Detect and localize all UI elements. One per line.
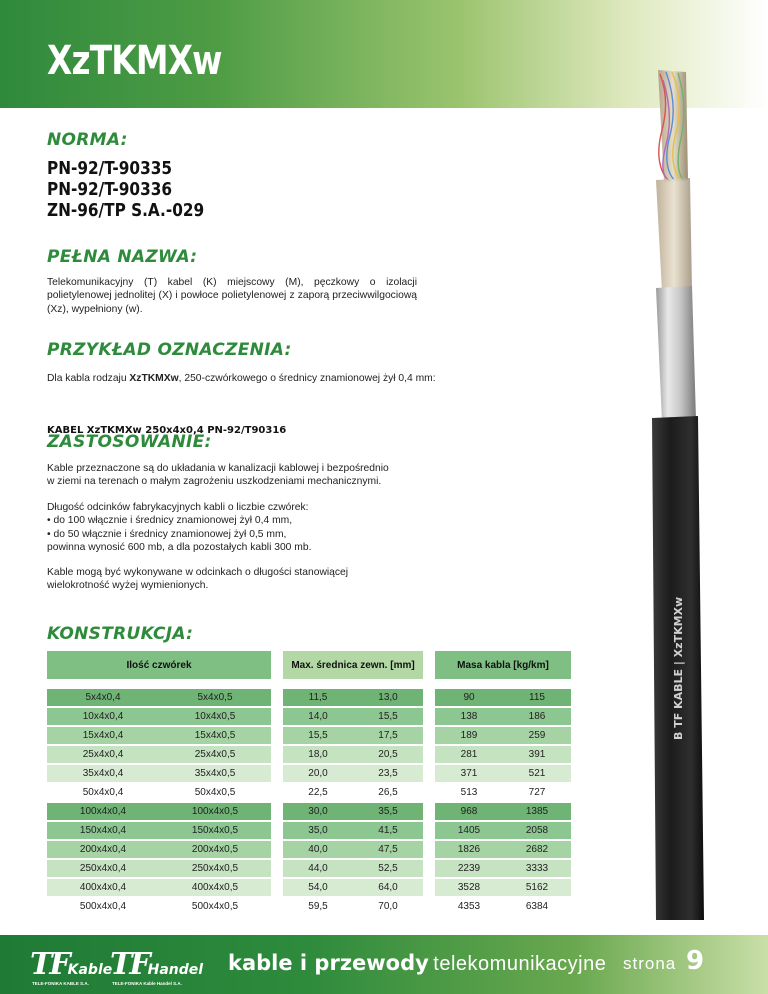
column-gap (423, 802, 435, 821)
table-cell: 52,5 (353, 859, 423, 878)
table-cell: 371 (435, 764, 503, 783)
zastosowanie-heading: ZASTOSOWANIE: (47, 432, 212, 452)
przyklad-text-bold: XzTKMXw (129, 373, 179, 384)
column-gap (423, 707, 435, 726)
table-row (47, 859, 571, 878)
table-cell: 2682 (503, 840, 571, 859)
przyklad-text-after: , 250-czwórkowego o średnicy znamionowej żył 0,4 mm: (178, 373, 436, 384)
pelna-nazwa-heading: PEŁNA NAZWA: (47, 247, 198, 267)
table-row (47, 802, 571, 821)
logo-name: Handel (147, 962, 204, 978)
table-row (47, 783, 571, 802)
table-cell: 200x4x0,5 (159, 840, 271, 859)
table-cell: 4353 (435, 897, 503, 915)
table-cell: 5162 (503, 878, 571, 897)
table-cell: 391 (503, 745, 571, 764)
column-gap (423, 764, 435, 783)
table-row (47, 688, 571, 707)
table-cell: 11,5 (283, 688, 353, 707)
logo-name: Kable (67, 962, 113, 978)
konstrukcja-heading: KONSTRUKCJA: (47, 624, 194, 644)
column-gap (423, 651, 435, 679)
table-cell: 1405 (435, 821, 503, 840)
tagline-bold: kable i przewody (228, 951, 429, 975)
table-cell: 90 (435, 688, 503, 707)
table-cell: 186 (503, 707, 571, 726)
table-cell: 5x4x0,5 (159, 688, 271, 707)
table-body (47, 688, 571, 915)
logo-letters: TF (110, 947, 148, 982)
table-cell: 22,5 (283, 783, 353, 802)
column-gap (271, 859, 283, 878)
table-cell: 6384 (503, 897, 571, 915)
table-cell: 13,0 (353, 688, 423, 707)
table-cell: 189 (435, 726, 503, 745)
column-gap (423, 840, 435, 859)
table-row (47, 764, 571, 783)
table-cell: 44,0 (283, 859, 353, 878)
pelna-nazwa-text: Telekomunikacyjny (T) kabel (K) miejscowy (M), pęczkowy o izolacji polietylenowej jednolitej (X) i powłoce polietylenowej z zaporą przeciwwilgociową (Xz), wypełniony (w). (47, 277, 417, 315)
column-gap (271, 651, 283, 679)
page-title: XzTKMXw (47, 38, 222, 84)
column-gap (271, 707, 283, 726)
text-line: Kable mogą być wykonywane w odcinkach o długości stanowiącej (47, 567, 349, 578)
table-cell: 15,5 (353, 707, 423, 726)
tf-handel-logo (110, 947, 204, 986)
cable-wrapping (656, 178, 692, 292)
column-gap (271, 840, 283, 859)
zastosowanie-para-2 (47, 501, 467, 554)
przyklad-text-before: Dla kabla rodzaju (47, 373, 130, 384)
table-cell: 2239 (435, 859, 503, 878)
table-cell: 115 (503, 688, 571, 707)
column-gap (271, 726, 283, 745)
text-line: w ziemi na terenach o małym zagrożeniu uszkodzeniami mechanicznymi. (47, 476, 382, 488)
column-gap (423, 821, 435, 840)
table-cell: 500x4x0,5 (159, 897, 271, 915)
norma-line: PN-92/T-90335 (47, 158, 173, 179)
column-gap (423, 726, 435, 745)
column-gap (423, 878, 435, 897)
table-cell: 50x4x0,4 (47, 783, 159, 802)
table-cell: 150x4x0,5 (159, 821, 271, 840)
table-cell: 250x4x0,5 (159, 859, 271, 878)
column-gap (423, 897, 435, 915)
cable-illustration (600, 60, 710, 920)
column-gap (271, 878, 283, 897)
table-cell: 15x4x0,4 (47, 726, 159, 745)
table-cell: 17,5 (353, 726, 423, 745)
text-line: powinna wynosić 600 mb, a dla pozostałych kabli 300 mb. (47, 541, 312, 553)
table-cell: 14,0 (283, 707, 353, 726)
header-quads: Ilość czwórek (47, 651, 271, 679)
table-cell: 10x4x0,4 (47, 707, 159, 726)
table-cell: 5x4x0,4 (47, 688, 159, 707)
table-row (47, 840, 571, 859)
table-cell: 250x4x0,4 (47, 859, 159, 878)
table-cell: 18,0 (283, 745, 353, 764)
column-gap (271, 764, 283, 783)
zastosowanie-para-3 (47, 566, 467, 593)
konstrukcja-table (47, 651, 571, 915)
table-row (47, 878, 571, 897)
table-row (47, 897, 571, 915)
footer-tagline (228, 951, 606, 976)
column-gap (271, 821, 283, 840)
table-cell: 15x4x0,5 (159, 726, 271, 745)
table-cell: 521 (503, 764, 571, 783)
przyklad-heading: PRZYKŁAD OZNACZENIA: (47, 340, 292, 360)
table-cell: 35x4x0,5 (159, 764, 271, 783)
text-line: wielokrotność wyżej wymienionych. (47, 580, 209, 592)
norma-list (47, 158, 232, 221)
norma-line: PN-92/T-90336 (47, 179, 173, 200)
table-row (47, 707, 571, 726)
table-cell: 100x4x0,5 (159, 802, 271, 821)
text-line: Kable przeznaczone są do układania w kanalizacji kablowej i bezpośrednio (47, 463, 389, 474)
table-cell: 35,0 (283, 821, 353, 840)
table-cell: 59,5 (283, 897, 353, 915)
table-cell: 30,0 (283, 802, 353, 821)
header-diameter: Max. średnica zewn. [mm] (283, 651, 423, 679)
column-gap (271, 745, 283, 764)
table-cell: 64,0 (353, 878, 423, 897)
text-line: Długość odcinków fabrykacyjnych kabli o liczbie czwórek: (47, 502, 309, 513)
column-gap (271, 897, 283, 915)
column-gap (271, 783, 283, 802)
table-cell: 23,5 (353, 764, 423, 783)
table-cell: 15,5 (283, 726, 353, 745)
table-cell: 138 (435, 707, 503, 726)
table-cell: 20,5 (353, 745, 423, 764)
table-cell: 2058 (503, 821, 571, 840)
cable-foil-barrier (656, 286, 696, 422)
table-cell: 400x4x0,5 (159, 878, 271, 897)
page-label: strona (623, 954, 677, 973)
table-cell: 1826 (435, 840, 503, 859)
table-cell: 1385 (503, 802, 571, 821)
table-cell: 50x4x0,5 (159, 783, 271, 802)
table-cell: 400x4x0,4 (47, 878, 159, 897)
text-line: • do 100 włącznie i średnicy znamionowej żył 0,4 mm, (47, 515, 293, 527)
norma-line: ZN-96/TP S.A.-029 (47, 200, 205, 221)
norma-heading: NORMA: (47, 130, 128, 150)
page-number: 9 (686, 946, 705, 976)
table-cell: 47,5 (353, 840, 423, 859)
text-line: • do 50 włącznie i średnicy znamionowej żył 0,5 mm, (47, 528, 287, 540)
table-cell: 100x4x0,4 (47, 802, 159, 821)
table-row (47, 745, 571, 764)
table-cell: 259 (503, 726, 571, 745)
table-cell: 26,5 (353, 783, 423, 802)
table-cell: 35,5 (353, 802, 423, 821)
table-cell: 70,0 (353, 897, 423, 915)
column-gap (423, 688, 435, 707)
cable-print-text: B TF KABLE | XzTKMXw (672, 596, 685, 740)
table-cell: 54,0 (283, 878, 353, 897)
logo-letters: TF (30, 947, 68, 982)
kabel-designation: KABEL XzTKMXw 250x4x0,4 PN-92/T90316 (47, 425, 287, 436)
spacer (47, 679, 571, 688)
table-cell: 41,5 (353, 821, 423, 840)
table-cell: 150x4x0,4 (47, 821, 159, 840)
logo-subtitle: TELE-FONIKA KABLE S.A. (32, 981, 89, 986)
column-gap (423, 745, 435, 764)
column-gap (423, 859, 435, 878)
table-cell: 20,0 (283, 764, 353, 783)
tf-kable-logo (30, 947, 113, 986)
column-gap (271, 688, 283, 707)
header-mass: Masa kabla [kg/km] (435, 651, 571, 679)
table-cell: 727 (503, 783, 571, 802)
table-cell: 35x4x0,4 (47, 764, 159, 783)
table-cell: 40,0 (283, 840, 353, 859)
table-cell: 500x4x0,4 (47, 897, 159, 915)
table-cell: 25x4x0,5 (159, 745, 271, 764)
column-gap (423, 783, 435, 802)
table-row (47, 821, 571, 840)
przyklad-text (47, 372, 447, 385)
table-cell: 3333 (503, 859, 571, 878)
table-cell: 968 (435, 802, 503, 821)
table-cell: 10x4x0,5 (159, 707, 271, 726)
column-gap (271, 802, 283, 821)
table-cell: 25x4x0,4 (47, 745, 159, 764)
tagline-light: telekomunikacyjne (433, 953, 607, 975)
table-cell: 513 (435, 783, 503, 802)
table-row (47, 726, 571, 745)
logo-subtitle: TELE-FONIKA Kable Handel S.A. (112, 981, 182, 986)
zastosowanie-para-1 (47, 462, 467, 489)
table-cell: 3528 (435, 878, 503, 897)
table-cell: 200x4x0,4 (47, 840, 159, 859)
table-cell: 281 (435, 745, 503, 764)
